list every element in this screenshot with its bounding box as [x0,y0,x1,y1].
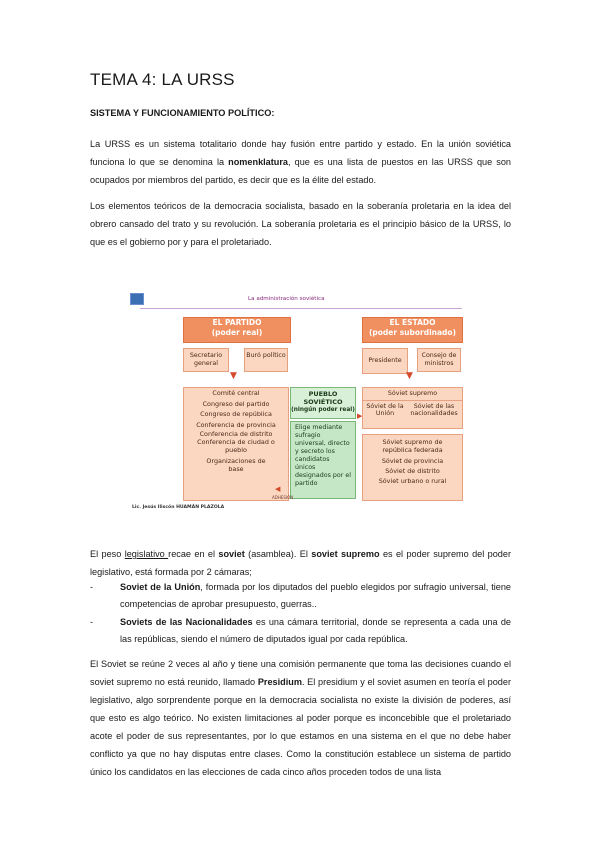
estado-title: EL ESTADO [389,318,436,327]
soviet-union-label: Sóviet de la Unión [366,403,404,417]
text-run: es el poder supremo del poder legislativo, está formada por 2 cámaras; [90,549,511,577]
text-run: El peso [90,549,125,559]
pueblo-body: Elige mediante sufragio universal, directo y secreto los candidatos únicos designados por el partido [290,421,356,499]
estado-header [362,317,463,343]
soviet-supremo-box [362,387,463,429]
bold-term: soviet supremo [311,549,380,559]
list-item [90,579,511,613]
bullet-dash: - [90,582,94,592]
paragraph-presidium [90,655,511,781]
partido-list-box [183,387,289,501]
pueblo-header [290,387,356,419]
bullet-dash: - [90,617,94,627]
list-item: Sóviet de provincia [381,457,444,465]
pueblo-subtitle: (ningún poder real) [291,407,355,413]
page-title: TEMA 4: LA URSS [90,70,235,89]
arrow-down-icon: ▼ [230,371,237,381]
list-item: Sóviet urbano o rural [378,477,447,485]
list-item: Congreso de república [200,410,272,418]
bold-term: nomenklatura [228,157,288,167]
section-heading: SISTEMA Y FUNCIONAMIENTO POLÍTICO: [90,108,275,118]
text-run: La URSS es un sistema totalitario donde hay fusión entre partido y estado. En la unión soviética funciona lo que se denomina la [90,139,511,167]
bold-term: Soviet de la Unión [120,582,201,592]
text-run: , formada por los diputados del pueblo elegidos por sufragio universal, tiene competencias de aprobar presupuesto, guerras.. [120,582,511,609]
secretario-general-box: Secretario general [183,348,229,372]
list-item [90,614,511,648]
divider [140,308,462,309]
arrow-left-icon: ◀ [275,485,281,493]
paragraph-democracia: Los elementos teóricos de la democracia socialista, basado en la soberanía proletaria en la idea del obrero cansado del trato y su revolución. La soberanía proletaria es el principio básico de la URSS, lo que es el gobierno por y para el proletariado. [90,201,511,247]
presidente-box: Presidente [362,348,408,374]
list-item: Conferencia de provincia [196,420,276,429]
text-run: . El presidium y el soviet asumen en teoría el poder legislativo, algo sorprendente porque en la democracia socialista no existe la división de poderes, así que esto es algo teórico. No existen limitaciones al poder porque es inconcebible que el proletariado acote el poder de sus representantes, por lo que estamos en una sistema en el que no debe haber conflicto ya que no hay disputas entre clases. Como la constitución establece un sistema de partido único los candidatos en las elecciones de cada cinco años proceden todos de una lista [90,677,511,777]
list-item: Organizaciones de base [206,457,266,473]
buro-politico-box: Buró político [244,348,288,372]
camaras-list [90,579,511,649]
pueblo-title: PUEBLO SOVIÉTICO [303,390,343,406]
bold-term: Soviets de las Nacionalidades [120,617,253,627]
estado-list-box [362,434,463,501]
text-run: (asamblea). El [244,549,312,559]
partido-header [183,317,291,343]
arrow-right-icon: ▶ [357,412,363,420]
list-item: Comité central [212,389,260,397]
image-credit: Lic. Jesús Iliscón HUAMÁN PLAZOLA [132,505,225,510]
list-item: Conferencia de ciudad o pueblo [197,438,275,454]
estado-subtitle: (poder subordinado) [368,328,457,337]
soviet-nacionalidades-label: Sóviet de las nacionalidades [410,403,458,417]
list-item: Congreso del partido [202,399,270,408]
administracion-sovietica-diagram [130,292,470,518]
list-item: Sóviet de distrito [385,467,440,475]
monitor-icon [130,293,144,305]
text-run: es una cámara territorial, donde se representa a cada una de las repúblicas, siendo el número de diputados igual por cada república. [120,617,511,644]
bold-term: soviet [218,549,245,559]
adhesion-label: ADHESIÓN [272,495,294,500]
list-item: Sóviet supremo de república federada [382,438,443,454]
soviet-supremo-label: Sóviet supremo [363,388,462,401]
consejo-ministros-box: Consejo de ministros [417,348,461,372]
text-run: El Soviet se reúne 2 veces al año y tiene una comisión permanente que toma las decisiones cuando el soviet supremo no está reunido, llamado [90,659,511,687]
diagram-title: La administración soviética [248,296,325,302]
partido-title: EL PARTIDO [212,318,262,327]
text-run: , que es una lista de puestos en las URSS que son ocupados por miembros del partido, es decir que es la élite del estado. [90,157,511,185]
partido-subtitle: (poder real) [211,328,263,337]
text-run: recae en el [168,549,219,559]
underlined-term: legislativo [124,549,169,559]
arrow-down-icon: ▼ [406,371,413,381]
list-item: Conferencia de distrito [199,430,273,438]
paragraph-intro [90,135,511,189]
bold-term: Presidium [257,677,302,687]
paragraph-legislativo [90,545,511,581]
